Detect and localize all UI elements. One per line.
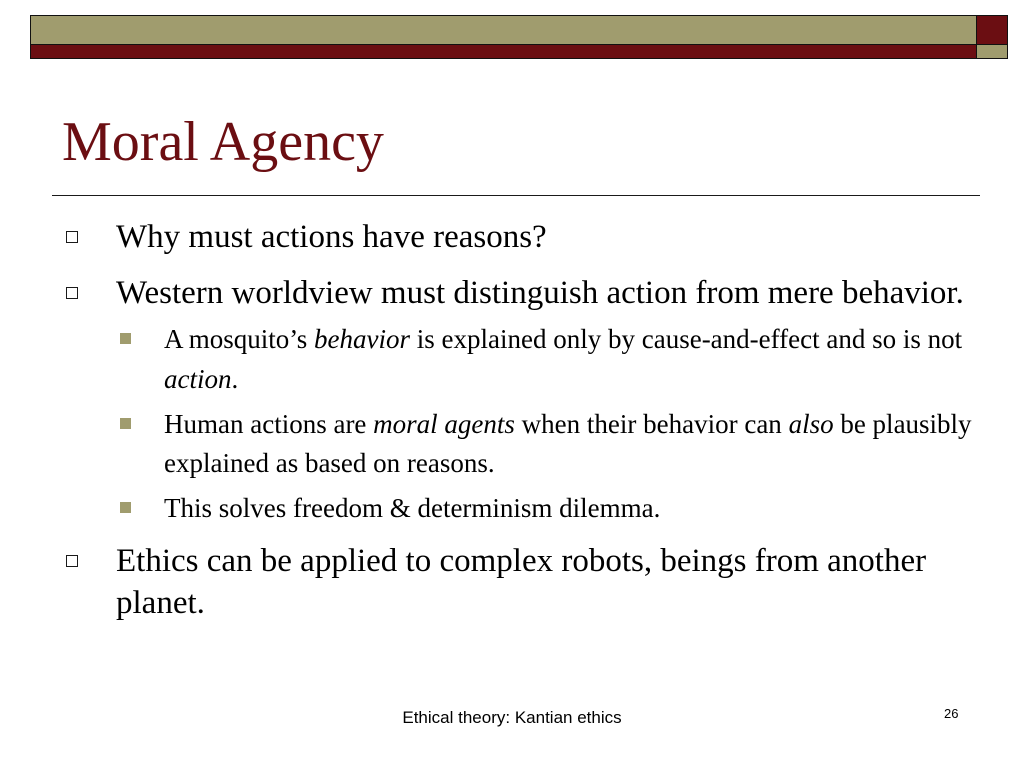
slide-footer: Ethical theory: Kantian ethics bbox=[402, 708, 622, 727]
sub-bullet-text-italic: action bbox=[164, 363, 232, 394]
bullet-item bbox=[62, 216, 982, 258]
band-maroon-stripe bbox=[31, 45, 977, 58]
sub-bullet-text-italic: also bbox=[788, 408, 834, 439]
hollow-square-bullet-icon bbox=[66, 231, 78, 243]
sub-bullet-item bbox=[62, 320, 982, 398]
band-olive-square bbox=[977, 45, 1007, 58]
sub-bullet-text-part: be plausibly explained as based on reasons. bbox=[164, 408, 972, 478]
bullet-text: Western worldview must distinguish action from mere behavior. bbox=[116, 275, 964, 312]
bullet-text: Ethics can be applied to complex robots, beings from another planet. bbox=[116, 543, 927, 622]
sub-bullet-text-part: A mosquito’s bbox=[164, 324, 315, 355]
sub-bullet-text-italic: behavior bbox=[314, 324, 411, 355]
sub-bullet-text-part: when their behavior can bbox=[514, 408, 789, 439]
bullet-text: Why must actions have reasons? bbox=[116, 219, 547, 255]
slide-title: Moral Agency bbox=[62, 111, 384, 173]
sub-bullet-text-part: is explained only by cause-and-effect and so is not bbox=[410, 324, 963, 355]
title-divider bbox=[52, 195, 980, 196]
sub-bullet-text-italic: moral agents bbox=[373, 408, 515, 439]
filled-square-bullet-icon bbox=[120, 333, 131, 344]
slide-content bbox=[62, 216, 982, 639]
band-maroon-square bbox=[977, 16, 1007, 45]
bullet-item bbox=[62, 540, 982, 624]
sub-bullet-text-part: . bbox=[231, 363, 239, 394]
sub-bullet-item bbox=[62, 489, 982, 528]
sub-bullet-item bbox=[62, 405, 982, 483]
page-number: 26 bbox=[944, 706, 959, 721]
sub-bullet-list bbox=[62, 320, 982, 528]
hollow-square-bullet-icon bbox=[66, 287, 78, 299]
filled-square-bullet-icon bbox=[120, 418, 131, 429]
band-olive-stripe bbox=[31, 16, 977, 45]
hollow-square-bullet-icon bbox=[66, 555, 78, 567]
sub-bullet-text-part: This solves freedom & determinism dilemma. bbox=[164, 493, 661, 524]
bullet-item bbox=[62, 272, 982, 314]
top-decorative-band bbox=[30, 15, 1008, 59]
filled-square-bullet-icon bbox=[120, 502, 131, 513]
sub-bullet-text-part: Human actions are bbox=[164, 408, 374, 439]
